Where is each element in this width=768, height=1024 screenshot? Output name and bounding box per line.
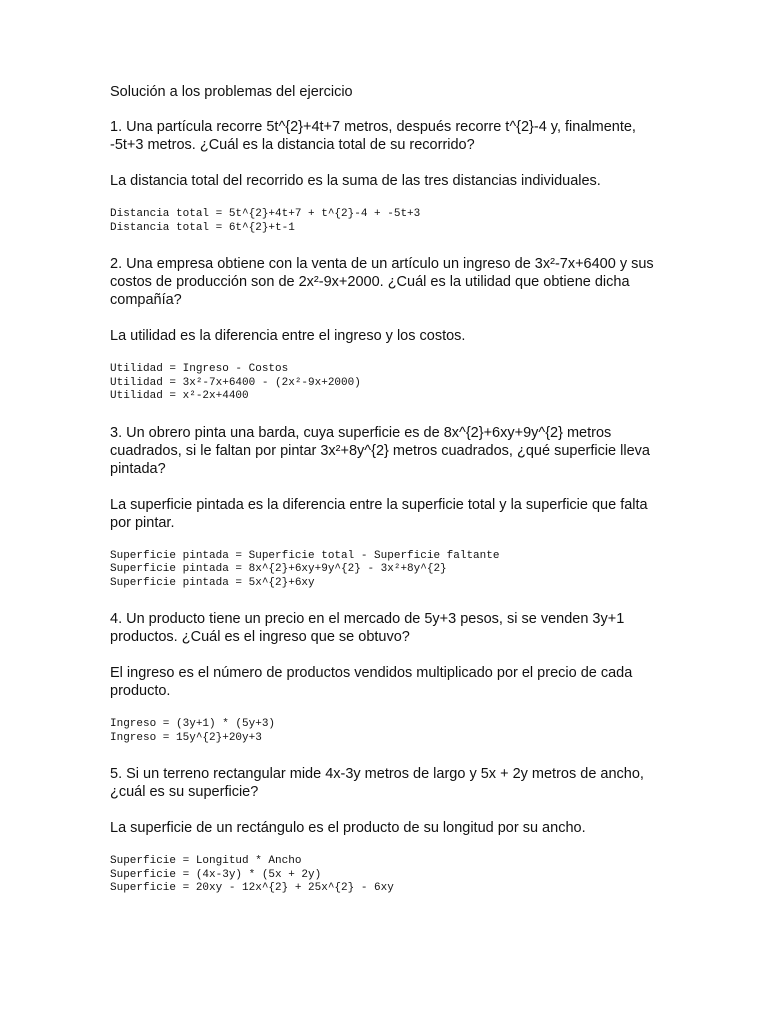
problem-2 — [110, 255, 670, 404]
problem-question: 3. Un obrero pinta una barda, cuya superficie es de 8x^{2}+6xy+9y^{2} metros cuadrados, si le faltan por pintar 3x²+8y^{2} metros cuadrados, ¿qué superficie lleva pintada? — [110, 424, 650, 477]
solution-code-block — [110, 855, 670, 896]
problem-explanation: El ingreso es el número de productos vendidos multiplicado por el precio de cada producto. — [110, 665, 633, 699]
code-line: Superficie pintada = Superficie total - Superficie faltante — [110, 549, 500, 562]
problem-question: 5. Si un terreno rectangular mide 4x-3y metros de largo y 5x + 2y metros de ancho, ¿cuál es su superficie? — [110, 766, 644, 800]
code-line: Ingreso = (3y+1) * (5y+3) — [110, 718, 276, 730]
code-line: Superficie = 20xy - 12x^{2} + 25x^{2} - 6xy — [110, 882, 394, 894]
problem-5 — [110, 765, 670, 896]
code-line: Ingreso = 15y^{2}+20y+3 — [110, 731, 262, 744]
code-line: Superficie = (4x-3y) * (5x + 2y) — [110, 868, 322, 881]
code-line: Utilidad = Ingreso - Costos — [110, 363, 289, 375]
code-line: Distancia total = 6t^{2}+t-1 — [110, 221, 295, 234]
code-line: Utilidad = 3x²-7x+6400 - (2x²-9x+2000) — [110, 376, 361, 389]
problem-3 — [110, 424, 670, 591]
code-line: Distancia total = 5t^{2}+4t+7 + t^{2}-4 + -5t+3 — [110, 208, 421, 220]
problem-explanation: La utilidad es la diferencia entre el ingreso y los costos. — [110, 328, 466, 344]
code-line: Utilidad = x²-2x+4400 — [110, 390, 249, 402]
code-line: Superficie = Longitud * Ancho — [110, 855, 302, 867]
code-line: Superficie pintada = 5x^{2}+6xy — [110, 576, 315, 589]
document-page — [110, 83, 670, 916]
document-title: Solución a los problemas del ejercicio — [110, 84, 353, 100]
problem-question: 1. Una partícula recorre 5t^{2}+4t+7 metros, después recorre t^{2}-4 y, finalmente, -5t+3 metros. ¿Cuál es la distancia total de su recorrido? — [110, 119, 636, 153]
problem-question: 2. Una empresa obtiene con la venta de un artículo un ingreso de 3x²-7x+6400 y sus costos de producción son de 2x²-9x+2000. ¿Cuál es la utilidad que obtiene dicha compañía? — [110, 256, 654, 308]
problem-explanation: La superficie de un rectángulo es el producto de su longitud por su ancho. — [110, 820, 586, 836]
problem-question: 4. Un producto tiene un precio en el mercado de 5y+3 pesos, si se venden 3y+1 productos. ¿Cuál es el ingreso que se obtuvo? — [110, 611, 625, 645]
solution-code-block — [110, 718, 670, 745]
problem-1 — [110, 118, 670, 235]
solution-code-block — [110, 363, 670, 404]
solution-code-block — [110, 208, 670, 235]
problem-4 — [110, 610, 670, 745]
problem-explanation: La superficie pintada es la diferencia entre la superficie total y la superficie que falta por pintar. — [110, 496, 648, 531]
solution-code-block — [110, 550, 670, 591]
code-line: Superficie pintada = 8x^{2}+6xy+9y^{2} - 3x²+8y^{2} — [110, 563, 447, 575]
problem-explanation: La distancia total del recorrido es la suma de las tres distancias individuales. — [110, 173, 601, 189]
